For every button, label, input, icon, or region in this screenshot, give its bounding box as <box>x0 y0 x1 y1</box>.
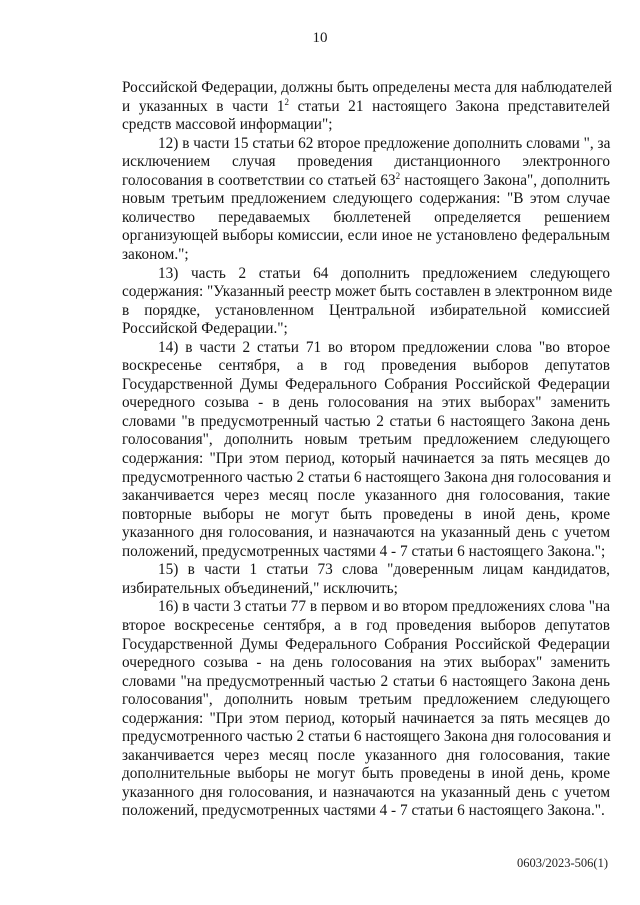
text-line <box>122 97 610 116</box>
text-line: положений, предусмотренных частями 4 - 7 статьи 6 настоящего Закона."; <box>122 542 606 560</box>
text-line: в порядке, установленном Центральной избирательной комиссией <box>122 301 610 319</box>
text-segment: настоящего Закона", дополнить <box>400 171 610 189</box>
superscript: 2 <box>395 170 401 181</box>
text-line: 13) часть 2 статьи 64 дополнить предложением следующего <box>158 264 610 282</box>
superscript: 2 <box>284 96 289 107</box>
text-line: дополнительные выборы не могут быть проведены в иной день, кроме <box>122 765 610 783</box>
text-line: организующей выборы комиссии, если иное не установлено федеральным <box>122 227 610 245</box>
text-line: 12) в части 15 статьи 62 второе предложение дополнить словами ", за <box>158 134 611 152</box>
text-line: законом."; <box>122 245 189 263</box>
text-line: словами "на предусмотренный частью 2 статьи 6 настоящего Закона день <box>122 672 610 690</box>
text-line: повторные выборы не могут быть проведены в иной день, кроме <box>122 505 610 523</box>
text-line: словами "в предусмотренный частью 2 статьи 6 настоящего Закона день <box>122 412 610 430</box>
text-line: предусмотренного частью 2 статьи 6 настоящего Закона дня голосования и <box>122 468 611 486</box>
text-line: Государственной Думы Федерального Собрания Российской Федерации <box>122 635 610 653</box>
text-line: голосования", дополнить новым третьим предложением следующего <box>122 691 610 709</box>
page-number: 10 <box>312 30 328 46</box>
text-line: содержания: "Указанный реестр может быть составлен в электронном виде <box>122 283 613 301</box>
text-line: воскресенье сентября, а в год проведения выборов депутатов <box>122 357 610 375</box>
text-line: исключением случая проведения дистанционного электронного <box>122 153 610 171</box>
text-line: содержания: "При этом период, который начинается за пять месяцев до <box>122 450 610 467</box>
text-line: Российской Федерации, должны быть определены места для наблюдателей <box>122 79 613 96</box>
text-line <box>122 171 610 190</box>
text-line: очередного созыва - на день голосования на этих выборах" заменить <box>122 654 610 672</box>
text-segment: статьи 21 настоящего Закона представителей <box>289 97 610 115</box>
text-line: указанного дня голосования, и назначаются на указанный день с учетом <box>122 783 610 801</box>
text-line: 16) в части 3 статьи 77 в первом и во втором предложениях слова "на <box>158 598 610 616</box>
text-line: средств массовой информации"; <box>122 116 333 134</box>
text-line: новым третьим предложением следующего содержания: "В этом случае <box>122 190 610 208</box>
text-line: заканчивается через месяц после указанного дня голосования, такие <box>122 487 610 505</box>
text-line: предусмотренного частью 2 статьи 6 настоящего Закона дня голосования и <box>122 728 611 746</box>
text-segment: и указанных в части 1 <box>122 97 285 115</box>
text-line: очередного созыва - в день голосования на этих выборах" заменить <box>122 394 610 412</box>
text-line: второе воскресенье сентября, а в год проведения выборов депутатов <box>122 616 610 634</box>
text-line: указанного дня голосования, и назначаются на указанный день с учетом <box>122 524 610 542</box>
text-line: Государственной Думы Федерального Собрания Российской Федерации <box>122 375 610 393</box>
text-line: избирательных объединений," исключить; <box>122 579 398 597</box>
text-line: 15) в части 1 статьи 73 слова "доверенным лицам кандидатов, <box>158 561 610 579</box>
text-line: Российской Федерации."; <box>122 320 288 338</box>
text-line: содержания: "При этом период, который начинается за пять месяцев до <box>122 709 610 727</box>
text-line: голосования", дополнить новым третьим предложением следующего <box>122 431 610 449</box>
document-code: 0603/2023-506(1) <box>517 856 608 870</box>
text-line: положений, предусмотренных частями 4 - 7 статьи 6 настоящего Закона.". <box>122 802 605 820</box>
text-segment: голосования в соответствии со статьей 63 <box>122 171 396 189</box>
text-line: 14) в части 2 статьи 71 во втором предложении слова "во второе <box>158 338 610 356</box>
text-line: количество передаваемых бюллетеней определяется решением <box>122 208 610 226</box>
text-line: заканчивается через месяц после указанного дня голосования, такие <box>122 746 610 764</box>
